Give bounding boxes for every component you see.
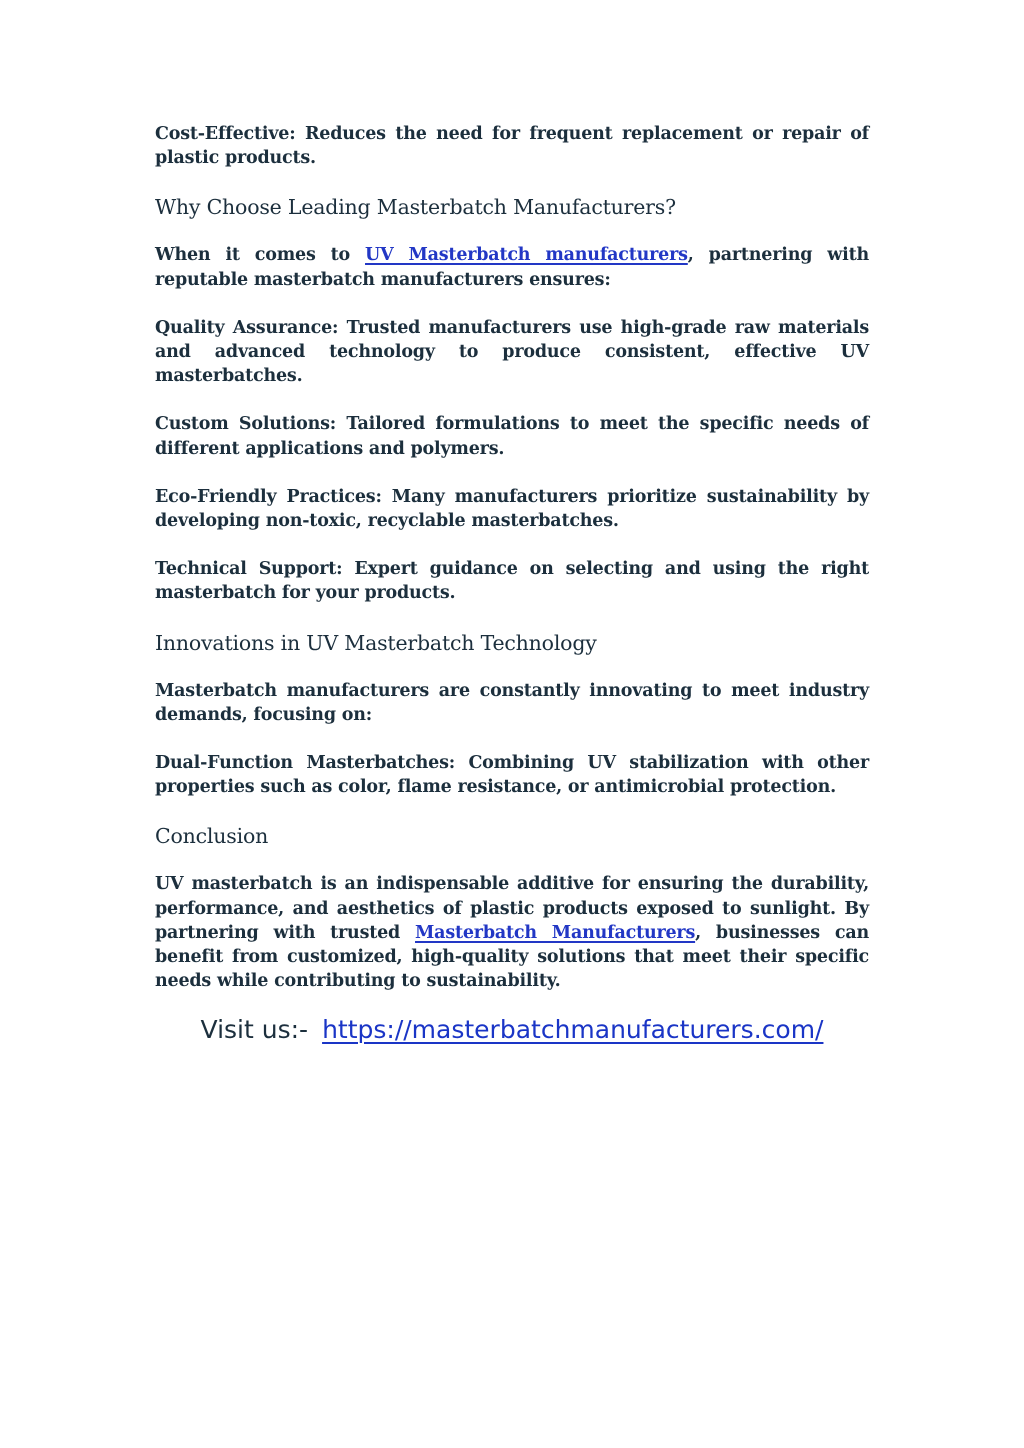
custom-solutions-paragraph: Custom Solutions: Tailored formulations to meet the specific needs of different applications and polymers. (155, 414, 869, 459)
eco-friendly-paragraph: Eco-Friendly Practices: Many manufacturers prioritize sustainability by developing non-toxic, recyclable masterbatches. (155, 486, 869, 532)
masterbatch-manufacturers-link[interactable]: Masterbatch Manufacturers (415, 922, 696, 943)
technical-support-paragraph: Technical Support: Expert guidance on selecting and using the right masterbatch for your products. (155, 559, 869, 604)
when-it-comes-paragraph (155, 243, 869, 291)
dual-function-paragraph: Dual-Function Masterbatches: Combining UV stabilization with other properties such as color, flame resistance, or antimicrobial protection. (155, 753, 869, 798)
visit-us-label: Visit us:- (200, 1015, 309, 1045)
uv-masterbatch-manufacturers-link[interactable]: UV Masterbatch manufacturers (365, 245, 688, 266)
why-choose-heading: Why Choose Leading Masterbatch Manufacturers? (155, 195, 676, 220)
quality-assurance-paragraph: Quality Assurance: Trusted manufacturers use high-grade raw materials and advanced technology to produce consistent, effective UV masterbatches. (155, 317, 869, 387)
visit-us-line (155, 1013, 869, 1047)
conclusion-text-start: UV masterbatch is an indispensable additive for ensuring the durability, performance, and aesthetics of plastic products exposed to sunlight. By partnering with trusted (155, 874, 869, 943)
cost-effective-paragraph: Cost-Effective: Reduces the need for frequent replacement or repair of plastic products. (155, 124, 869, 169)
document-page (155, 122, 869, 1047)
innovating-paragraph: Masterbatch manufacturers are constantly innovating to meet industry demands, focusing on: (155, 680, 869, 725)
when-text-end: , partnering with reputable masterbatch manufacturers ensures: (155, 245, 869, 290)
website-url-link[interactable]: https://masterbatchmanufacturers.com/ (322, 1015, 824, 1045)
when-text-start: When it comes to (155, 245, 366, 266)
conclusion-heading: Conclusion (155, 824, 269, 849)
conclusion-paragraph (155, 872, 869, 993)
conclusion-text-end: , businesses can benefit from customized, high-quality solutions that meet their specific needs while contributing to sustainability. (155, 922, 869, 992)
innovations-heading: Innovations in UV Masterbatch Technology (155, 630, 597, 655)
